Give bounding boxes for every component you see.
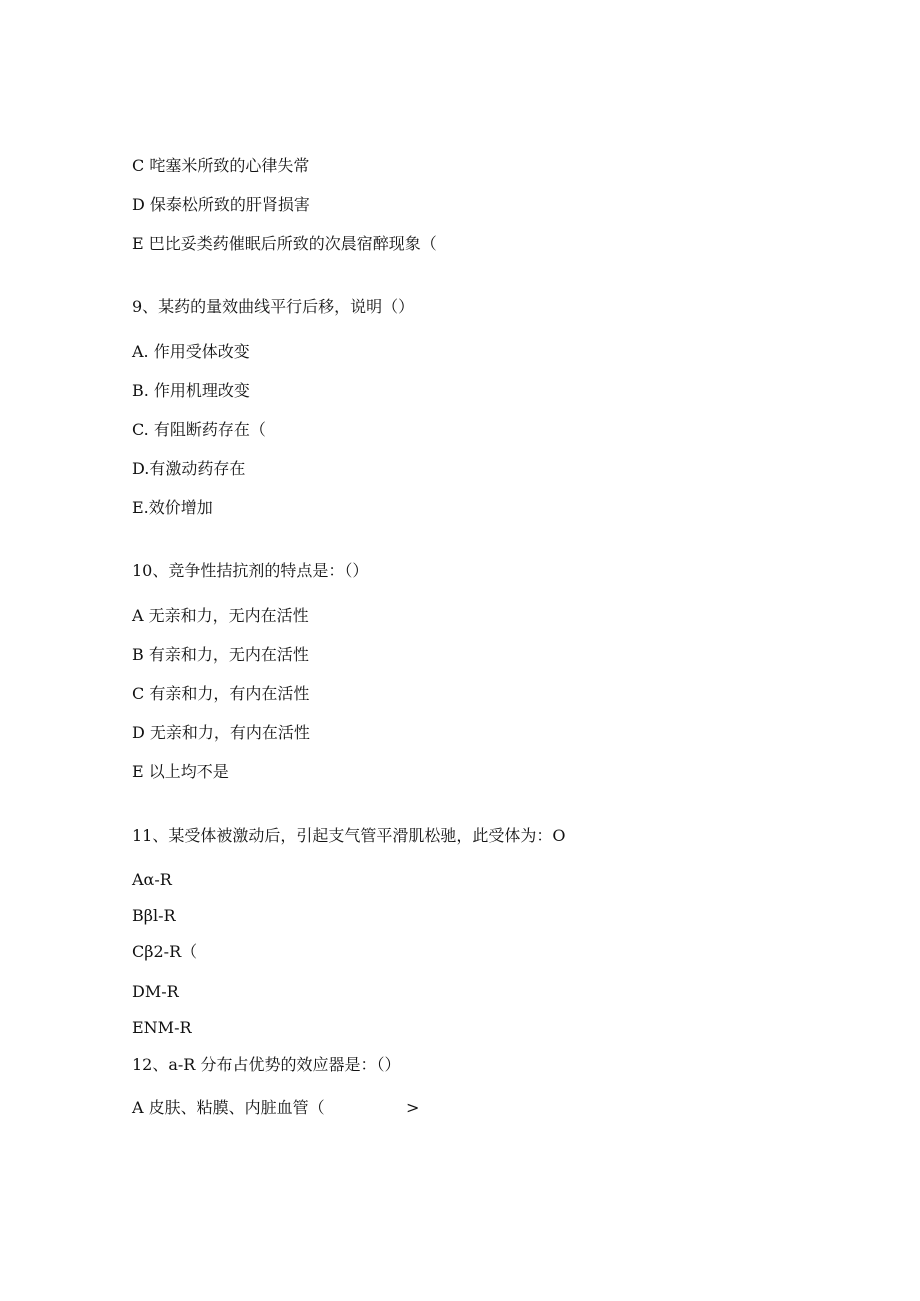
- question-11-option-d: DM-R: [132, 982, 179, 1001]
- question-11-option-e: ENM-R: [132, 1018, 192, 1037]
- question-9-option-d: D.有激动药存在: [132, 459, 246, 478]
- question-9-option-b: B. 作用机理改变: [132, 381, 250, 400]
- question-10-option-a: A 无亲和力，无内在活性: [132, 606, 309, 625]
- question-11-option-b: Bβl-R: [132, 906, 176, 925]
- question-11-option-c: Cβ2-R（: [132, 942, 198, 961]
- question-9-option-a: A. 作用受体改变: [132, 342, 250, 361]
- question-10-option-e: E 以上均不是: [132, 762, 229, 781]
- option-e-prev: E 巴比妥类药催眠后所致的次晨宿醉现象（: [132, 234, 437, 253]
- option-c-prev: C 咤塞米所致的心律失常: [132, 156, 310, 175]
- question-12-stem: 12、a-R 分布占优势的效应器是：（）: [132, 1055, 401, 1074]
- question-9-stem: 9、某药的量效曲线平行后移，说明（）: [132, 297, 415, 316]
- question-10-stem: 10、竞争性拮抗剂的特点是：（）: [132, 561, 369, 580]
- question-11-stem: 11、某受体被激动后，引起支气管平滑肌松驰，此受体为：O: [132, 826, 566, 845]
- question-9-option-e: E.效价增加: [132, 498, 213, 517]
- question-12-option-a: A 皮肤、粘膜、内脏血管（ >: [132, 1098, 420, 1117]
- question-10-option-c: C 有亲和力，有内在活性: [132, 684, 310, 703]
- question-11-option-a: Aα-R: [132, 870, 172, 889]
- question-10-option-d: D 无亲和力，有内在活性: [132, 723, 310, 742]
- question-10-option-b: B 有亲和力，无内在活性: [132, 645, 309, 664]
- option-d-prev: D 保泰松所致的肝肾损害: [132, 195, 310, 214]
- question-9-option-c: C. 有阻断药存在（: [132, 420, 266, 439]
